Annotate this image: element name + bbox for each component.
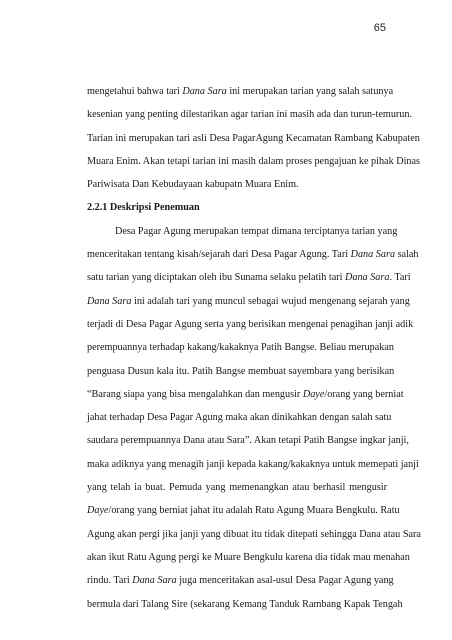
text-segment: jahat terhadap Desa Pagar Agung maka akan dinikahkan dengan salah satu	[87, 412, 392, 424]
text-line	[87, 569, 394, 592]
text-line	[87, 546, 410, 569]
text-line	[87, 593, 403, 616]
text-segment: Desa Pagar Agung merupakan tempat dimana terciptanya tarian yang	[115, 225, 398, 237]
text-line	[87, 336, 394, 359]
text-segment: bermula dari Talang Sire (sekarang Kemang Tanduk Rambang Kapak Tengah	[87, 598, 403, 610]
text-segment-italic: Dana Sara	[350, 249, 396, 261]
text-line	[87, 406, 392, 429]
text-line	[87, 173, 387, 196]
text-segment: penguasa Dusun kala itu. Patih Bangse membuat sayembara yang berisikan	[87, 365, 395, 377]
text-line	[87, 266, 411, 289]
text-line	[87, 127, 420, 150]
section-heading-text: 2.2.1 Deskripsi Penemuan	[87, 202, 200, 214]
text-segment: yang telah ia buat. Pemuda yang memenangkan atau berhasil mengusir	[87, 482, 387, 494]
text-line	[87, 453, 419, 476]
text-line	[87, 476, 387, 499]
text-line	[87, 523, 421, 546]
text-segment: saudara perempuannya Dana atau Sara”. Akan tetapi Patih Bangse ingkar janji,	[87, 435, 409, 447]
text-segment: juga menceritakan asal-usul Desa Pagar Agung yang	[176, 575, 394, 587]
text-segment-italic: Dana Sara	[182, 86, 227, 97]
text-segment: /orang yang berniat jahat itu adalah Ratu Agung Muara Bengkulu. Ratu	[108, 505, 400, 517]
text-segment: maka adiknya yang menagih janji kepada kakang/kakaknya untuk memepati janji	[87, 458, 419, 470]
body-text	[87, 80, 421, 616]
text-segment: akan ikut Ratu Agung pergi ke Muare Bengkulu karena dia tidak mau menahan	[87, 551, 410, 563]
page-number: 65	[373, 22, 386, 34]
text-segment: Tarian ini merupakan tari asli Desa PagarAgung Kecamatan Rambang Kabupaten	[87, 132, 420, 144]
text-line	[87, 360, 395, 383]
text-segment: /orang yang berniat	[324, 388, 404, 400]
text-line	[87, 290, 410, 313]
text-segment: salah	[395, 249, 419, 261]
text-segment: ini merupakan tarian yang salah satunya	[226, 86, 394, 97]
text-segment: kesenian yang penting dilestarikan agar tarian ini masih ada dan turun-temurun.	[87, 109, 413, 121]
text-segment: ini adalah tari yang muncul sebagai wujud mengenang sejarah yang	[131, 295, 410, 307]
text-line	[87, 313, 414, 336]
text-line	[87, 499, 400, 522]
text-line	[87, 243, 419, 266]
text-line	[87, 150, 420, 173]
text-segment: Muara Enim. Akan tetapi tarian ini masih dalam proses pengajuan ke pihak Dinas	[87, 155, 420, 167]
text-segment: . Tari	[389, 272, 411, 284]
text-segment-italic: Dana Sara	[345, 272, 390, 284]
text-segment-italic: Daye	[302, 388, 325, 400]
text-segment: Pariwisata Dan Kebudayaan kabupatn Muara Enim.	[87, 179, 299, 191]
text-segment: rindu. Tari	[87, 575, 133, 587]
text-segment: menceritakan tentang kisah/sejarah dari Desa Pagar Agung. Tari	[87, 249, 351, 261]
text-segment-italic: Dana Sara	[87, 295, 132, 307]
text-segment-italic: Dana Sara	[132, 575, 177, 587]
text-segment: satu tarian yang diciptakan oleh ibu Sunama selaku pelatih tari	[87, 272, 346, 284]
text-segment: mengetahui bahwa tari	[87, 86, 183, 97]
text-line	[87, 429, 409, 452]
text-segment: Agung akan pergi jika janji yang dibuat itu tidak ditepati sehingga Dana atau Sara	[87, 528, 421, 540]
text-segment: “Barang siapa yang bisa mengalahkan dan mengusir	[87, 388, 303, 400]
text-segment-italic: Daye	[87, 505, 109, 517]
text-line	[87, 80, 394, 103]
text-segment: terjadi di Desa Pagar Agung serta yang berisikan mengenai penagihan janji adik	[87, 318, 414, 330]
text-line	[87, 220, 398, 243]
text-line	[87, 383, 404, 406]
section-heading	[87, 196, 387, 219]
text-segment: perempuannya terhadap kakang/kakaknya Patih Bangse. Beliau merupakan	[87, 342, 394, 354]
text-line	[87, 103, 413, 126]
